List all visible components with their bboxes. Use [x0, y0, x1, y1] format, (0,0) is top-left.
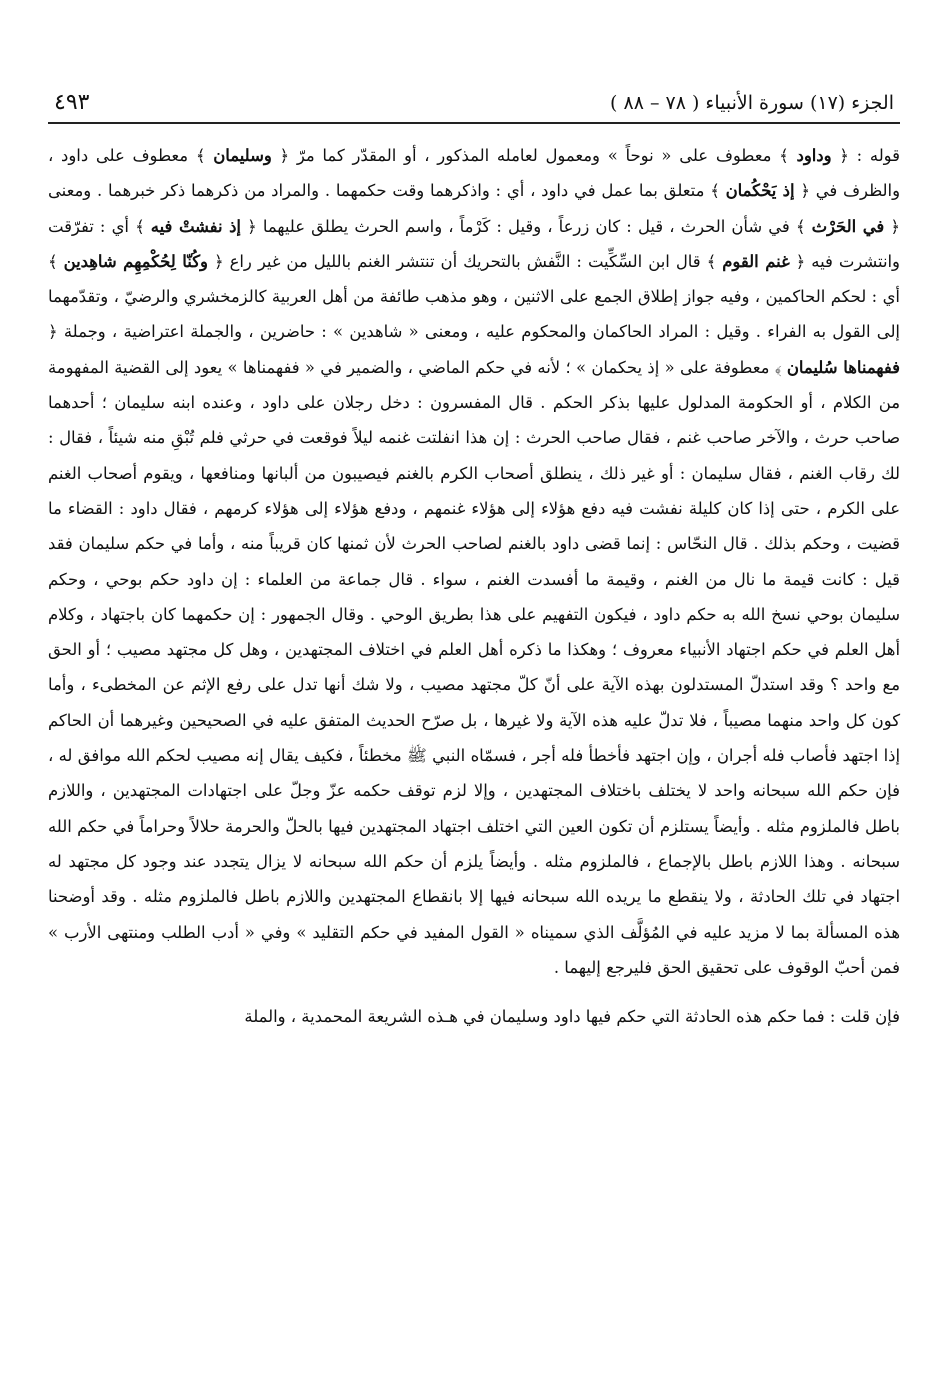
text-run: ﴾ متعلق بما عمل في داود ، أي : واذكرهما وقت حكمهما . والمراد من ذكرهما ذكر خبرهما . ومعنى ﴿ — [48, 181, 900, 236]
paragraph-2 — [48, 999, 900, 1034]
quran-term: في الحَرْث — [811, 216, 885, 236]
quran-term: إذ نفشتْ فيه — [150, 216, 241, 236]
page-number: ٤٩٣ — [54, 90, 90, 115]
quran-term: وسليمان — [213, 146, 272, 165]
quran-term: إذ يَحْكُمان — [725, 181, 795, 201]
text-run: ﴾ أي : لحكم الحاكمين ، وفيه جواز إطلاق الجمع على الاثنين ، وهو مذهب طائفة من أهل العربية كالزمخشري والرضيّ ، وتقدّمهما إلى القول به الفراء . وقيل : المراد الحاكمان والمحكوم عليه ، ومعنى « شاهدين » : حاضرين ، والجملة اعتراضية ، وجملة ﴿ — [48, 251, 900, 342]
text-run: ﴾ معطوف على « نوحاً » ومعمول لعامله المذكور ، أو المقدّر كما مرّ ﴿ — [271, 146, 797, 165]
text-run: فإن قلت : فما حكم هذه الحادثة التي حكم فيها داود وسليمان في هـذه الشريعة المحمدية ، والملة — [244, 1007, 900, 1027]
text-run: ﴾ في شأن الحرث ، قيل : كان زرعاً ، وقيل : كَرْماً ، واسم الحرث يطلق عليهما ﴿ — [241, 216, 812, 236]
body-text — [48, 138, 900, 1034]
running-title: الجزء (١٧) سورة الأنبياء ( ٧٨ – ٨٨ ) — [610, 92, 894, 114]
text-run: ﴾ معطوف على داود ، والظرف في ﴿ — [48, 146, 900, 201]
text-run: ﴾ قال ابن السِّكِّيت : النَّفش بالتحريك أن تنتشر الغنم بالليل من غير راع ﴿ — [207, 251, 723, 271]
paragraph-1 — [48, 138, 900, 985]
page-header — [48, 88, 900, 124]
text-run: ﴾ أي : تفرّقت وانتشرت فيه ﴿ — [48, 216, 900, 271]
quran-term: وداود — [796, 146, 832, 165]
quran-term: وكُنّا لِحُكْمِهِم شاهِدين — [63, 251, 208, 271]
text-run: ﴾ معطوفة على « إذ يحكمان » ؛ لأنه في حكم الماضي ، والضمير في « ففهمناها » يعود إلى القضية المفهومة من الكلام ، أو الحكومة المدلول عليها بذكر الحكم . قال المفسرون : دخل رجلان على داود ، وعنده ابنه سليمان ؛ أحدهما صاحب حرث ، والآخر صاحب غنم ، فقال صاحب الحرث : إن هذا انفلتت غنمه ليلاً فوقعت في حرثي فلم تُبْقِ منه شيئاً ، فقال : لك رقاب الغنم ، فقال سليمان : أو غير ذلك ، ينطلق أصحاب الكرم بالغنم فيصيبون من ألبانها ومنافعها ، ويقوم أصحاب الغنم على الكرم ، حتى إذا كان كليلة نفشت فيه دفع هؤلاء إلى هؤلاء غنمهم ، ودفع هؤلاء إلى هؤلاء كرمهم ، فقال داود : القضاء ما قضيت ، وحكم بذلك . قال النحّاس : إنما قضى داود بالغنم لصاحب الحرث لأن ثمنها كان قريباً منه ، وأما في حكم سليمان فقد قيل : كانت قيمة ما نال من الغنم ، وقيمة ما أفسدت الغنم ، سواء . قال جماعة من العلماء : إن داود حكم بوحي ، وحكم سليمان بوحي نسخ الله به حكم داود ، فيكون التفهيم على هذا بطريق الوحي . وقال الجمهور : إن حكمهما كان باجتهاد ، وكلام أهل العلم في حكم اجتهاد الأنبياء معروف ؛ وهكذا ما ذكره أهل العلم في اختلاف المجتهدين ، وهل كل مجتهد مصيب ؛ أو الحق مع واحد ؟ وقد استدلّ المستدلون بهذه الآية على أنّ كلّ مجتهد مصيب ، ولا شك أنها تدل على رفع الإثم عن المخطىء ، وأما كون كل واحد منهما مصيباً ، فلا تدلّ عليه هذه الآية ولا غيرها ، بل صرّح الحديث المتفق عليه في الصحيحين وغيرهما أن الحاكم إذا اجتهد فأصاب فله أجران ، وإن اجتهد فأخطأ فله أجر ، فسمّاه النبي ﷺ مخطئاً ، فكيف يقال إنه مصيب لحكم الله موافق له ، فإن حكم الله سبحانه واحد لا يختلف باختلاف المجتهدين ، وإلا لزم توقف حكمه عزّ وجلّ على اجتهادات المجتهدين ، واللازم باطل فالملزوم مثله . وأيضاً يستلزم أن تكون العين التي اختلف اجتهاد المجتهدين فيها بالحلّ والحرمة حلالاً وحراماً في حكم الله سبحانه . وهذا اللازم باطل بالإجماع ، فالملزوم مثله . وأيضاً يلزم أن حكم الله سبحانه لا يزال يتجدد عند وجود كل مجتهد له اجتهاد في تلك الحادثة ، ولا ينقطع ما يريده الله سبحانه فيها إلا بانقطاع المجتهدين واللازم باطل فالملزوم مثله . وقد أوضحنا هذه المسألة بما لا مزيد عليه في المُؤلَّف الذي سميناه « القول المفيد في حكم التقليد » وفي « أدب الطلب ومنتهى الأرب » فمن أحبّ الوقوف على تحقيق الحق فليرجع إليهما . — [48, 357, 900, 977]
quran-term: ففهمناها سُليمان — [786, 357, 900, 377]
quran-term: غنم القوم — [722, 251, 790, 271]
page — [48, 88, 900, 1034]
text-run: قوله : ﴿ — [831, 146, 900, 165]
